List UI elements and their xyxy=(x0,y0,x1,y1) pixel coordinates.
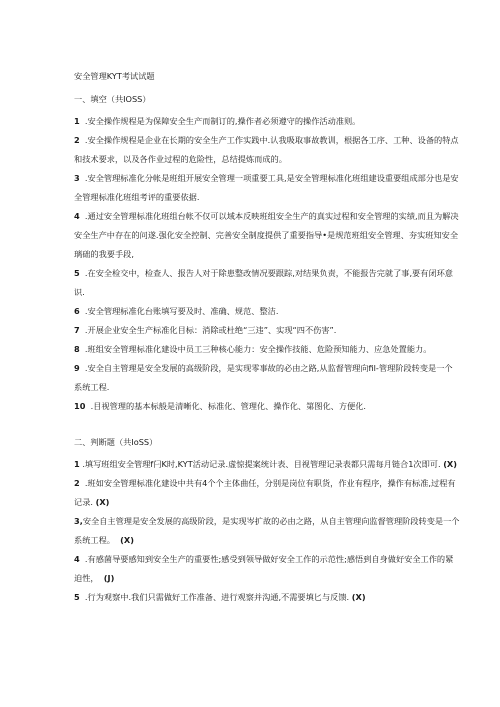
question-number: 3, xyxy=(74,516,83,526)
question-number: 1 xyxy=(74,459,80,469)
question-item xyxy=(74,512,460,550)
question-number: 5 xyxy=(74,592,80,602)
question-item xyxy=(74,340,460,359)
question-number: 1 xyxy=(74,116,80,126)
question-text: .安全管理标准化台账填写要及时、准确、规范、整洁. xyxy=(84,306,279,316)
section-true-false-heading: 二、判断题（共IoSS） xyxy=(74,437,158,447)
question-text: .有感菌导要感知到安全生产的重要性;感受到领导做好安全工作的示范性;感悟到自身做好安全工作的紧迫性， xyxy=(74,554,454,583)
question-item xyxy=(74,302,460,321)
document-title: 安全管理KYT考试试题 xyxy=(74,71,155,81)
question-number: 2 xyxy=(74,478,80,488)
question-item xyxy=(74,550,460,588)
question-item xyxy=(74,321,460,340)
question-item xyxy=(74,359,460,397)
question-text: 安全自主管理是安全发展的高级阶段，是实现岑扩故的必由之路，从自主管理向监督管理阶段转变是一个系统工程。 xyxy=(74,516,460,545)
question-text: .目视管理的基本标般是清晰化、标准化、管理化、操作化、第图化、方便化. xyxy=(90,401,367,411)
question-item xyxy=(74,169,460,207)
question-text: .安全自主管理是安全发展的高级阶段，是实现零事故的必由之路,从监督管理向fil-管理阶段转变是一个系统工程. xyxy=(74,363,453,392)
spacer xyxy=(74,416,460,433)
question-text: .班如安全管理标准化建设中共有4个个主体曲任，分别是岗位有职货，作业有程序，操作有标准,过程有记录. xyxy=(74,478,456,507)
question-text: .在安全检交中，检查人、报告人对于除患整改情况要跟踪,对结果负责，不能报告完就了事,要有闭环意识. xyxy=(74,268,453,297)
question-number: 2 xyxy=(74,135,80,145)
question-text: .安全操作规程是企业在长期的安全生产工作实践中.认我吸取事故教训，根据各工序、工种、设备的特点和技术要求，以及各作业过程的危险性，总结提炼而成的。 xyxy=(74,135,459,164)
question-number: 8 xyxy=(74,344,80,354)
question-number: 10 xyxy=(74,401,86,411)
question-item xyxy=(74,264,460,302)
answer-mark: (J) xyxy=(103,573,115,583)
question-number: 4 xyxy=(74,554,80,564)
question-text: .行为观察中.我们只需做好工作准备、进行观察并沟通,不需要填匕与反馈. xyxy=(84,592,350,602)
question-item xyxy=(74,131,460,169)
question-item xyxy=(74,588,460,607)
question-text: .通过安全管理标准化班组台帐不仅可以域本反映班组安全生产的真实过程和安全管理的实绩,而且为解决安全生产中存在的问遂.强化安全控制、完善安全制度提供了重要指导•是规范班组安全管理、夯实班知安全璃础的我要手段, xyxy=(74,211,459,259)
question-text: .填写班组安全管理f闩K时,KYT活动记录.虚惊提案统计表、目视管理记录表都只需每月链合1次即可. xyxy=(82,459,441,469)
question-text: .安全操作规程是为保障安全生产而制订的,操作者必须遵守的操作活动准则。 xyxy=(84,116,361,126)
question-number: 7 xyxy=(74,325,80,335)
question-item xyxy=(74,455,460,474)
question-text: .安全管理标准化分帐是班组开展安全管理一项重要工具,是安全管理标准化班组建设重要组成部分也是安全管理标准化班组考评的重要依据. xyxy=(74,173,459,202)
question-number: 9 xyxy=(74,363,80,373)
question-text: .开展企业安全生产标准化目标：消除或杜绝“三违”、实现“四不伤害”. xyxy=(84,325,337,335)
answer-mark: (X) xyxy=(443,459,457,469)
question-text: .班组安全管理标准化建设中员工三种核心能力：安全操作技能、危险预知能力、应急处置能力。 xyxy=(84,344,432,354)
question-number: 3 xyxy=(74,173,80,183)
section-fill-blank-heading: 一、填空（共IOSS） xyxy=(74,94,151,104)
question-item xyxy=(74,207,460,264)
answer-mark: (X) xyxy=(351,592,366,602)
question-number: 4 xyxy=(74,211,80,221)
question-item xyxy=(74,474,460,512)
question-item xyxy=(74,112,460,131)
question-number: 5 xyxy=(74,268,80,278)
question-item xyxy=(74,397,460,416)
question-number: 6 xyxy=(74,306,80,316)
answer-mark: (X) xyxy=(95,497,110,507)
answer-mark: (X) xyxy=(120,535,134,545)
